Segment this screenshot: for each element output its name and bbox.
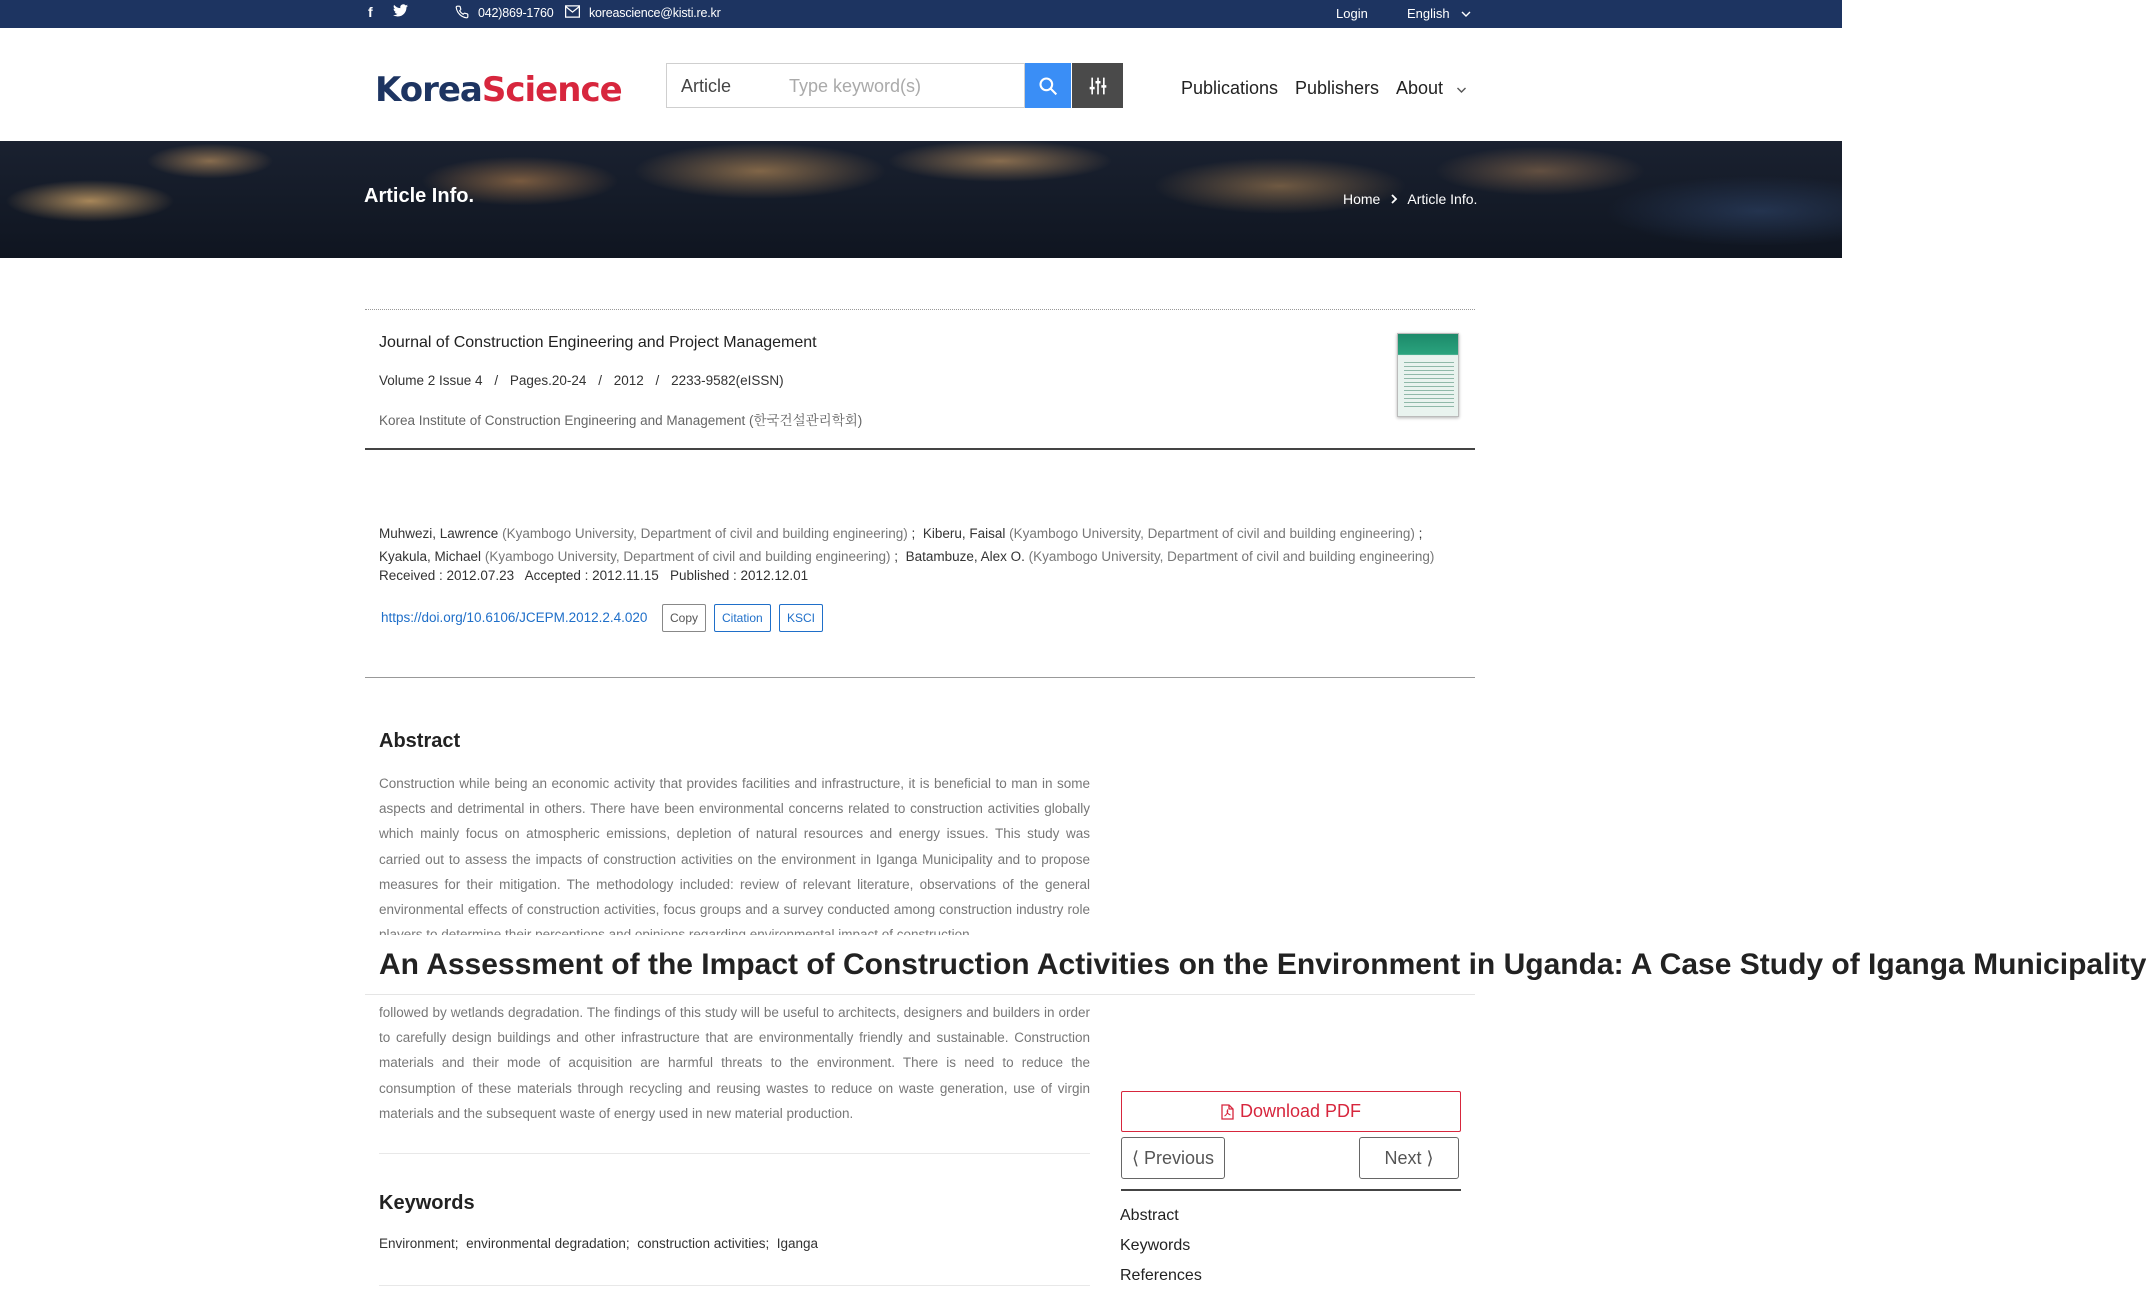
keyword-item[interactable]: construction activities; (637, 1236, 770, 1251)
search-input[interactable]: Type keyword(s) (775, 63, 1025, 108)
nav-publishers[interactable]: Publishers (1295, 78, 1380, 98)
keywords-heading: Keywords (379, 1192, 475, 1214)
abstract-heading: Abstract (379, 730, 461, 752)
language-select[interactable] (1407, 6, 1471, 21)
divider (365, 309, 1475, 310)
sticky-article-title-bar (365, 935, 2146, 995)
nav-publications[interactable]: Publications (1181, 78, 1279, 98)
search-icon (1038, 76, 1058, 96)
author-affiliation: (Kyambogo University, Department of civil and building engineering) (484, 549, 891, 564)
volume-info: Volume 2 Issue 4 / Pages.20-24 / 2012 / 2233-9582(eISSN) (379, 373, 784, 388)
search-category-select[interactable]: Article (666, 63, 776, 108)
divider (379, 1285, 1090, 1286)
advanced-search-button[interactable] (1072, 63, 1123, 108)
copy-button[interactable]: Copy (662, 604, 706, 632)
published-date: Published : 2012.12.01 (670, 568, 809, 583)
download-pdf-button[interactable] (1121, 1091, 1461, 1132)
page-banner (0, 141, 1842, 258)
divider (1121, 1189, 1461, 1191)
pdf-file-icon (1221, 1104, 1234, 1120)
pages: Pages.20-24 (509, 373, 587, 388)
chevron-down-icon (1456, 87, 1467, 94)
author-name[interactable]: Kyakula, Michael (379, 549, 482, 564)
author-list: Muhwezi, Lawrence (Kyambogo University, Department of civil and building engineering) ; Kiberu, Faisal (Kyambogo University, Department of civil and building engineering) ; Kyakula, Michael (Kyambogo University, Department of civil and building engineering) ; Batambuze, Alex O. (Kyambogo University, Department of civil and building engineering) (379, 526, 1435, 564)
header (0, 28, 1842, 141)
download-pdf-label: Download PDF (1239, 1101, 1362, 1121)
nav-about[interactable] (1396, 78, 1467, 99)
divider (379, 1153, 1090, 1154)
phone-number: 042)869-1760 (478, 6, 554, 20)
accepted-date: Accepted : 2012.11.15 (524, 568, 659, 583)
toc-keywords[interactable]: Keywords (1120, 1237, 1191, 1254)
divider (365, 677, 1475, 678)
twitter-icon[interactable] (393, 4, 408, 20)
received-date: Received : 2012.07.23 (379, 568, 515, 583)
login-link[interactable]: Login (1336, 6, 1368, 21)
language-label: English (1407, 6, 1450, 21)
toc-abstract[interactable]: Abstract (1120, 1207, 1179, 1224)
year: 2012 (613, 373, 644, 388)
breadcrumb (1343, 191, 1477, 207)
divider (365, 448, 1475, 450)
facebook-icon[interactable]: f (368, 4, 373, 20)
logo-text-korea: Korea (375, 70, 482, 110)
keyword-item[interactable]: Iganga (776, 1236, 819, 1251)
keyword-list (379, 1236, 818, 1251)
journal-title[interactable]: Journal of Construction Engineering and Project Management (379, 334, 817, 351)
issn: 2233-9582(eISSN) (671, 373, 784, 388)
abstract-text-continued: followed by wetlands degradation. The findings of this study will be useful to architects, designers and builders in order to carefully design buildings and other infrastructure that are environmentally friendly and sustainable. Construction materials and their mode of acquisition are harmful threats to the environment. There is need to reduce the consumption of these materials through recycling and reusing wastes to reduce on waste generation, use of virgin materials and the subsequent waste of energy used in new material production. (379, 1005, 1090, 1121)
phone-icon (455, 5, 469, 22)
page-title: Article Info. (364, 185, 475, 207)
publisher[interactable]: Korea Institute of Construction Engineering and Management (한국건설관리학회) (379, 413, 863, 428)
abstract-text: Construction while being an economic activity that provides facilities and infrastructure, it is beneficial to man in some aspects and detrimental in others. There have been environmental concerns related to construction activities globally which mainly focus on atmospheric emissions, depletion of natural resources and energy issues. This study was carried out to assess the impacts of construction activities on the environment in Iganga Municipality and to propose measures for their mitigation. The methodology included: review of relevant literature, observations of the general environmental effects of construction activities, focus groups and a survey conducted among construction industry role (379, 776, 1090, 918)
author-name[interactable]: Batambuze, Alex O. (905, 549, 1025, 564)
article-title: An Assessment of the Impact of Construction Activities on the Environment in Uganda: A Case Study of Iganga Municipality (379, 948, 2146, 981)
logo-text-science: Science (481, 70, 622, 110)
ksci-button[interactable]: KSCI (779, 604, 823, 632)
next-article-button[interactable]: Next ⟩ (1359, 1137, 1459, 1179)
search-button[interactable] (1025, 63, 1071, 108)
author-affiliation: (Kyambogo University, Department of civil and building engineering) (1009, 526, 1415, 541)
chevron-right-icon (1390, 194, 1398, 204)
volume-issue[interactable]: Volume 2 Issue 4 (379, 373, 483, 388)
mail-icon (565, 5, 580, 21)
author-affiliation: (Kyambogo University, Department of civil and building engineering) (502, 526, 908, 541)
nav-about-label: About (1396, 78, 1444, 98)
breadcrumb-home[interactable]: Home (1343, 191, 1381, 207)
email-link[interactable]: koreascience@kisti.re.kr (589, 6, 721, 20)
author-name[interactable]: Muhwezi, Lawrence (379, 526, 499, 541)
keyword-item[interactable]: Environment; (379, 1236, 459, 1251)
author-affiliation: (Kyambogo University, Department of civil and building engineering) (1028, 549, 1435, 564)
koreascience-logo[interactable] (375, 70, 622, 110)
doi-link[interactable]: https://doi.org/10.6106/JCEPM.2012.2.4.020 (381, 610, 648, 625)
toc-references[interactable]: References (1120, 1267, 1202, 1284)
breadcrumb-current: Article Info. (1407, 191, 1478, 207)
article-dates (379, 568, 808, 583)
previous-article-button[interactable]: ⟨ Previous (1121, 1137, 1225, 1179)
journal-cover-image[interactable] (1397, 333, 1459, 417)
sliders-icon (1088, 76, 1108, 96)
keyword-item[interactable]: environmental degradation; (466, 1236, 630, 1251)
top-bar (0, 0, 1842, 28)
citation-button[interactable]: Citation (714, 604, 771, 632)
author-name[interactable]: Kiberu, Faisal (922, 526, 1006, 541)
chevron-down-icon (1461, 11, 1471, 18)
